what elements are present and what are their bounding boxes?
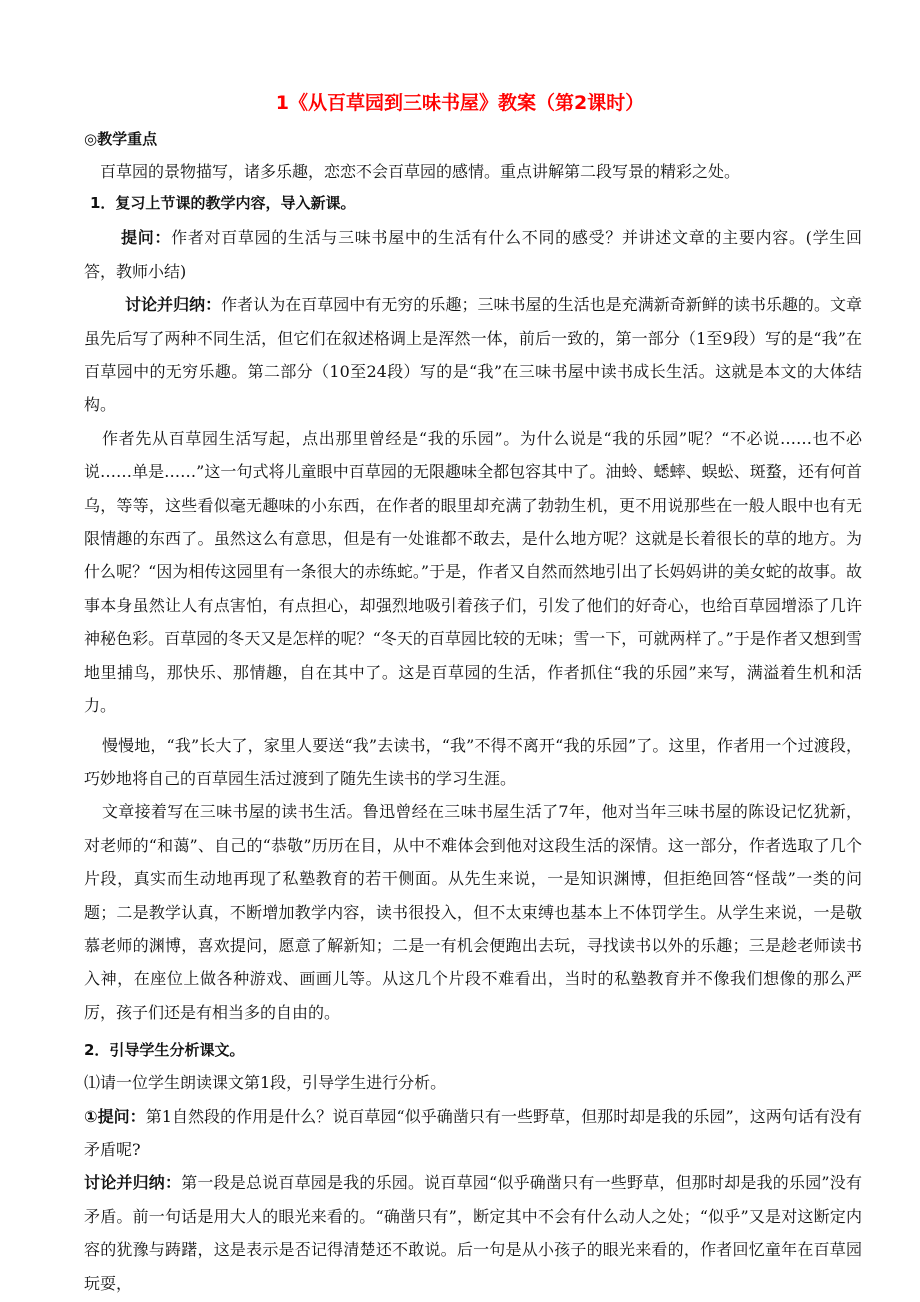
- section1-question: [84, 221, 862, 288]
- paragraph-sanweishuwu: 文章接着写在三味书屋的读书生活。鲁迅曾经在三味书屋生活了7年，他对当年三味书屋的陈设记忆犹新，对老师的“和蔼”、自己的“恭敬”历历在目，从中不难体会到他对这段生活的深情。这一部分，作者选取了几个片段，真实而生动地再现了私塾教育的若干侧面。从先生来说，一是知识渊博，但拒绝回答“怪哉”一类的问题；二是教学认真，不断增加教学内容，读书很投入，但不太束缚也基本上不体罚学生。从学生来说，一是敬慕老师的渊博，喜欢提问，愿意了解新知；二是一有机会便跑出去玩，寻找读书以外的乐趣；三是趁老师读书入神，在座位上做各种游戏、画画儿等。从这几个片段不难看出，当时的私塾教育并不像我们想像的那么严厉，孩子们还是有相当多的自由的。: [84, 802, 862, 1022]
- focus-text: 百草园的景物描写，诸多乐趣，恋恋不会百草园的感情。重点讲解第二段写景的精彩之处。: [100, 162, 741, 181]
- discuss-label: 讨论并归纳：: [125, 295, 222, 315]
- section1-heading: 1．复习上节课的教学内容，导入新课。: [90, 194, 356, 213]
- question-text: 作者对百草园的生活与三味书屋中的生活有什么不同的感受？并讲述文章的主要内容。(学生回答，教师小结): [84, 228, 862, 281]
- section2-discussion: [84, 1166, 862, 1300]
- discuss-text: 作者认为在百草园中有无穷的乐趣；三味书屋的生活也是充满新奇新鲜的读书乐趣的。文章虽先后写了两种不同生活，但它们在叙述格调上是浑然一体，前后一致的，第一部分（1至9段）写的是“我”在百草园中的无穷乐趣。第二部分（10至24段）写的是“我”在三味书屋中读书成长生活。这就是本文的大体结构。: [84, 295, 862, 415]
- section2-question: [84, 1100, 862, 1167]
- document-title: 1《从百草园到三味书屋》教案（第2课时）: [275, 92, 645, 114]
- section1-discussion: [84, 288, 862, 422]
- paragraph-transition: 慢慢地，“我”长大了，家里人要送“我”去读书，“我”不得不离开“我的乐园”了。这里，作者用一个过渡段，巧妙地将自己的百草园生活过渡到了随先生读书的学习生涯。: [84, 735, 862, 788]
- discuss-label: 讨论并归纳：: [84, 1173, 182, 1193]
- discuss-text: 第一段是总说百草园是我的乐园。说百草园“似乎确凿只有一些野草，但那时却是我的乐园”没有矛盾。前一句话是用大人的眼光来看的。“确凿只有”，断定其中不会有什么动人之处；“似乎”又是对这断定内容的犹豫与踌躇，这是表示是否记得清楚还不敢说。后一句是从小孩子的眼光来看的，作者回忆童年在百草园玩耍，: [84, 1173, 862, 1293]
- question-text: 第1自然段的作用是什么？说百草园“似乎确凿只有一些野草，但那时却是我的乐园”，这两句话有没有矛盾呢?: [84, 1106, 862, 1159]
- paragraph-baicaoyuan: 作者先从百草园生活写起，点出那里曾经是“我的乐园”。为什么说是“我的乐园”呢？“不必说……也不必说……单是……”这一句式将儿童眼中百草园的无限趣味全都包容其中了。油蛉、蟋蟀、蜈蚣、斑蝥，还有何首乌，等等，这些看似毫无趣味的小东西，在作者的眼里却充满了勃勃生机，更不用说那些在一般人眼中也有无限情趣的东西了。虽然这么有意思，但是有一处谁都不敢去，是什么地方呢？这就是长着很长的草的地方。为什么呢？“因为相传这园里有一条很大的赤练蛇。”于是，作者又自然而然地引出了长妈妈讲的美女蛇的故事。故事本身虽然让人有点害怕，有点担心，却强烈地吸引着孩子们，引发了他们的好奇心，也给百草园增添了几许神秘色彩。百草园的冬天又是怎样的呢？“冬天的百草园比较的无味；雪一下，可就两样了。”于是作者又想到雪地里捕鸟，那快乐、那情趣，自在其中了。这是百草园的生活，作者抓住“我的乐园”来写，满溢着生机和活力。: [84, 428, 862, 716]
- section2-step1: ⑴请一位学生朗读课文第1段，引导学生进行分析。: [84, 1073, 447, 1093]
- question-label: 提问：: [121, 228, 172, 248]
- question-label: ①提问：: [84, 1106, 146, 1126]
- section2-heading: 2．引导学生分析课文。: [84, 1041, 245, 1060]
- focus-heading: ◎教学重点: [84, 130, 158, 148]
